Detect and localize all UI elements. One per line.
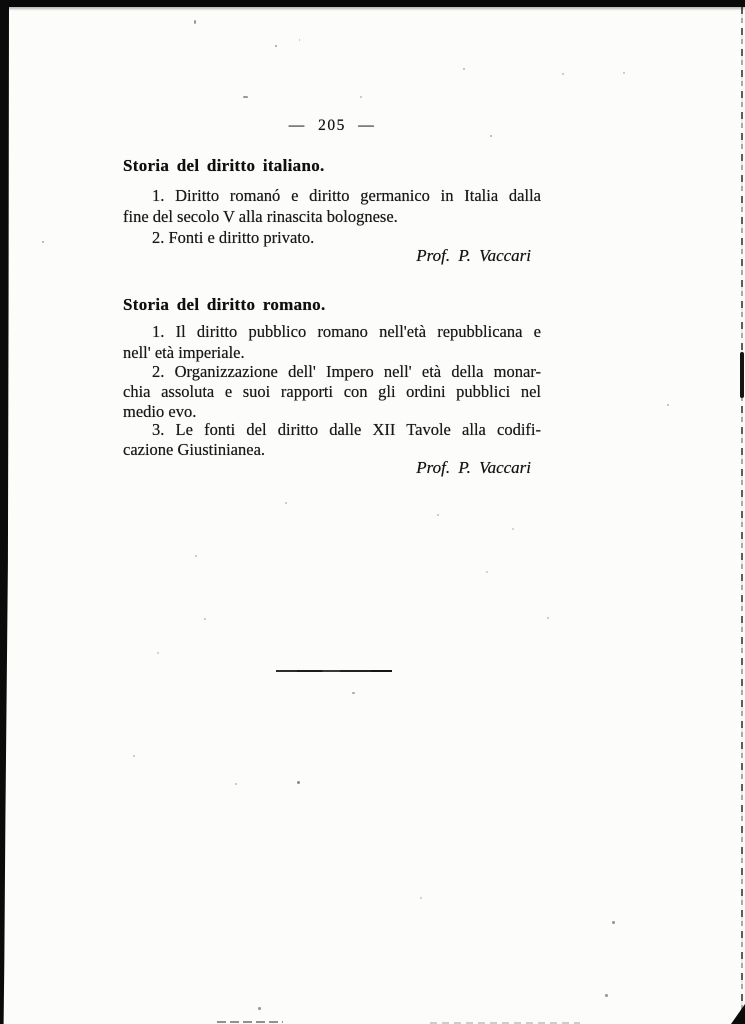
scan-speckle xyxy=(547,617,549,619)
scan-edge-bottom-dashes xyxy=(217,1021,283,1023)
text-line: 2. Organizzazione dell' Impero nell' età della monar- xyxy=(152,362,541,381)
scan-edge-left xyxy=(0,0,9,1024)
scan-speckle xyxy=(605,994,608,997)
author-signature: Prof. P. Vaccari xyxy=(416,458,531,477)
scan-speckle xyxy=(562,73,564,75)
scan-speckle xyxy=(420,897,422,899)
text-line: nell' età imperiale. xyxy=(123,343,245,362)
text-line: fine del secolo V alla rinascita bolognese. xyxy=(123,207,398,226)
text-line: cazione Giustinianea. xyxy=(123,440,266,459)
scan-speckle xyxy=(42,241,44,243)
scan-edge-right-blob xyxy=(740,352,744,398)
scan-speckle xyxy=(612,921,615,924)
section-divider-rule xyxy=(276,670,392,672)
text-line: 1. Diritto romanó e diritto germanico in Italia dalla xyxy=(152,186,541,205)
author-signature: Prof. P. Vaccari xyxy=(416,246,531,265)
scan-speckle xyxy=(667,404,669,406)
scan-speckle xyxy=(258,1007,261,1010)
scan-edge-top xyxy=(0,0,745,7)
scan-speckle xyxy=(243,96,248,98)
scan-speckle xyxy=(463,68,465,70)
text-line: 3. Le fonti del diritto dalle XII Tavole alla codifi- xyxy=(152,420,541,439)
scan-edge-right xyxy=(741,7,743,1017)
scan-speckle xyxy=(299,39,300,41)
text-line: 2. Fonti e diritto privato. xyxy=(152,228,315,247)
scan-speckle xyxy=(194,20,196,24)
page-number: — 205 — xyxy=(288,117,376,134)
text-column xyxy=(123,112,541,812)
scan-speckle xyxy=(360,96,362,98)
scan-corner-bottom-right xyxy=(731,1004,745,1024)
text-line: 1. Il diritto pubblico romano nell'età repubblicana e xyxy=(152,322,541,341)
text-line: chia assoluta e suoi rapporti con gli ordini pubblici nel xyxy=(123,382,541,401)
scan-speckle xyxy=(275,45,277,47)
scan-speckle xyxy=(623,72,625,74)
text-line: medio evo. xyxy=(123,402,197,421)
section-heading-diritto-romano: Storia del diritto romano. xyxy=(123,295,326,314)
section-heading-diritto-italiano: Storia del diritto italiano. xyxy=(123,156,325,175)
